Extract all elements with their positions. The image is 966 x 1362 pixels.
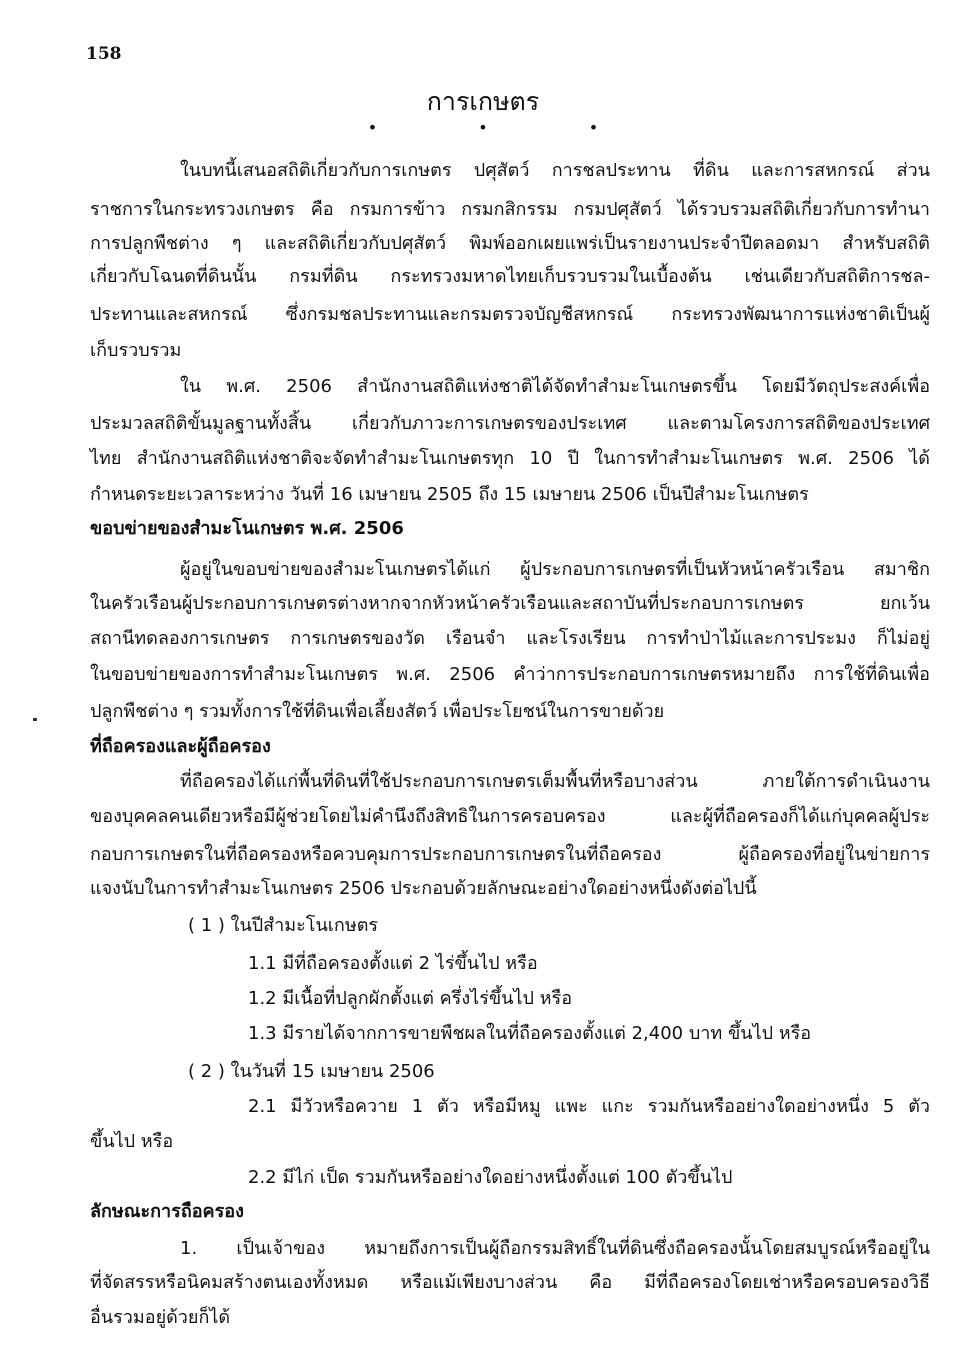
list-item: 1.3 มีรายได้จากการขายพืชผลในที่ถือครองตั้งแต่ 2,400 บาท ขึ้นไป หรือ xyxy=(248,1023,812,1044)
list-item: 1.1 มีที่ถือครองตั้งแต่ 2 ไร่ขึ้นไป หรือ xyxy=(248,953,538,974)
page-number: 158 xyxy=(86,44,122,64)
text-line: ที่ถือครองได้แก่พื้นที่ดินที่ใช้ประกอบการเกษตรเต็มพื้นที่หรือบางส่วน ภายใต้การดำเนินงาน xyxy=(180,771,930,792)
text-line: ในบทนี้เสนอสถิติเกี่ยวกับการเกษตร ปศุสัตว์ การชลประทาน ที่ดิน และการสหกรณ์ ส่วน xyxy=(180,160,930,181)
list-item: 2.1 มีวัวหรือควาย 1 ตัว หรือมีหมู แพะ แกะ รวมกันหรืออย่างใดอย่างหนึ่ง 5 ตัว xyxy=(248,1096,930,1117)
text-line: ในครัวเรือนผู้ประกอบการเกษตรต่างหากจากหัวหน้าครัวเรือนและสถาบันที่ประกอบการเกษตร ยกเว้น xyxy=(90,593,930,614)
text-line: ไทย สำนักงานสถิติแห่งชาติจะจัดทำสำมะโนเกษตรทุก 10 ปี ในการทำสำมะโนเกษตร พ.ศ. 2506 ได้ xyxy=(90,448,930,469)
section-heading: ที่ถือครองและผู้ถือครอง xyxy=(90,736,271,757)
title-ornament: • • • xyxy=(367,118,647,137)
text-line: 1. เป็นเจ้าของ หมายถึงการเป็นผู้ถือกรรมสิทธิ์ในที่ดินซึ่งถือครองนั้นโดยสมบูรณ์หรืออยู่ใน xyxy=(180,1238,930,1259)
text-line: ประทานและสหกรณ์ ซึ่งกรมชลประทานและกรมตรวจบัญชีสหกรณ์ กระทรวงพัฒนาการแห่งชาติเป็นผู้ xyxy=(90,304,930,325)
list-item: ( 1 ) ในปีสำมะโนเกษตร xyxy=(188,915,379,936)
text-line: เก็บรวบรวม xyxy=(90,340,182,361)
list-item: ( 2 ) ในวันที่ 15 เมษายน 2506 xyxy=(188,1061,435,1082)
text-line: ในขอบข่ายของการทำสำมะโนเกษตร พ.ศ. 2506 คำว่าการประกอบการเกษตรหมายถึง การใช้ที่ดินเพื่อ xyxy=(90,664,930,685)
list-item: 1.2 มีเนื้อที่ปลูกผักตั้งแต่ ครึ่งไร่ขึ้นไป หรือ xyxy=(248,988,573,1009)
text-line: กำหนดระยะเวลาระหว่าง วันที่ 16 เมษายน 2505 ถึง 15 เมษายน 2506 เป็นปีสำมะโนเกษตร xyxy=(90,484,809,505)
text-line: ผู้อยู่ในขอบข่ายของสำมะโนเกษตรได้แก่ ผู้ประกอบการเกษตรที่เป็นหัวหน้าครัวเรือน สมาชิก xyxy=(180,559,930,580)
text-line: ปลูกพืชต่าง ๆ รวมทั้งการใช้ที่ดินเพื่อเลี้ยงสัตว์ เพื่อประโยชน์ในการขายด้วย xyxy=(90,701,665,722)
text-line: อื่นรวมอยู่ด้วยก็ได้ xyxy=(90,1307,231,1328)
text-line: สถานีทดลองการเกษตร การเกษตรของวัด เรือนจำ และโรงเรียน การทำป่าไม้และการประมง ก็ไม่อยู่ xyxy=(90,628,930,649)
text-line: ราชการในกระทรวงเกษตร คือ กรมการข้าว กรมกสิกรรม กรมปศุสัตว์ ได้รวบรวมสถิติเกี่ยวกับการทำนา xyxy=(90,199,930,220)
text-line: ขึ้นไป หรือ xyxy=(90,1131,174,1152)
scan-speck xyxy=(33,718,37,721)
text-line: กอบการเกษตรในที่ถือครองหรือควบคุมการประกอบการเกษตรในที่ถือครอง ผู้ถือครองที่อยู่ในข่ายการ xyxy=(90,844,930,865)
list-item: 2.2 มีไก่ เป็ด รวมกันหรืออย่างใดอย่างหนึ่งตั้งแต่ 100 ตัวขึ้นไป xyxy=(248,1167,733,1188)
text-line: แจงนับในการทำสำมะโนเกษตร 2506 ประกอบด้วยลักษณะอย่างใดอย่างหนึ่งดังต่อไปนี้ xyxy=(90,878,757,899)
page-title: การเกษตร xyxy=(426,87,540,116)
text-line: ที่จัดสรรหรือนิคมสร้างตนเองทั้งหมด หรือแม้เพียงบางส่วน คือ มีที่ถือครองโดยเช่าหรือครอบครองวิธี xyxy=(90,1272,930,1293)
text-line: ใน พ.ศ. 2506 สำนักงานสถิติแห่งชาติได้จัดทำสำมะโนเกษตรขึ้น โดยมีวัตถุประสงค์เพื่อ xyxy=(180,376,930,397)
text-line: ประมวลสถิติขั้นมูลฐานทั้งสิ้น เกี่ยวกับภาวะการเกษตรของประเทศ และตามโครงการสถิติของประเทศ xyxy=(90,413,930,434)
text-line: เกี่ยวกับโฉนดที่ดินนั้น กรมที่ดิน กระทรวงมหาดไทยเก็บรวบรวมในเบื้องต้น เช่นเดียวกับสถิติการชล- xyxy=(90,266,930,287)
section-heading: ลักษณะการถือครอง xyxy=(90,1201,244,1222)
text-line: ของบุคคลคนเดียวหรือมีผู้ช่วยโดยไม่คำนึงถึงสิทธิในการครอบครอง และผู้ที่ถือครองก็ได้แก่บุคคลผู้ประ xyxy=(90,806,930,827)
section-heading: ขอบข่ายของสำมะโนเกษตร พ.ศ. 2506 xyxy=(90,518,404,539)
text-line: การปลูกพืชต่าง ๆ และสถิติเกี่ยวกับปศุสัตว์ พิมพ์ออกเผยแพร่เป็นรายงานประจำปีตลอดมา สำหรับสถิติ xyxy=(90,233,930,254)
